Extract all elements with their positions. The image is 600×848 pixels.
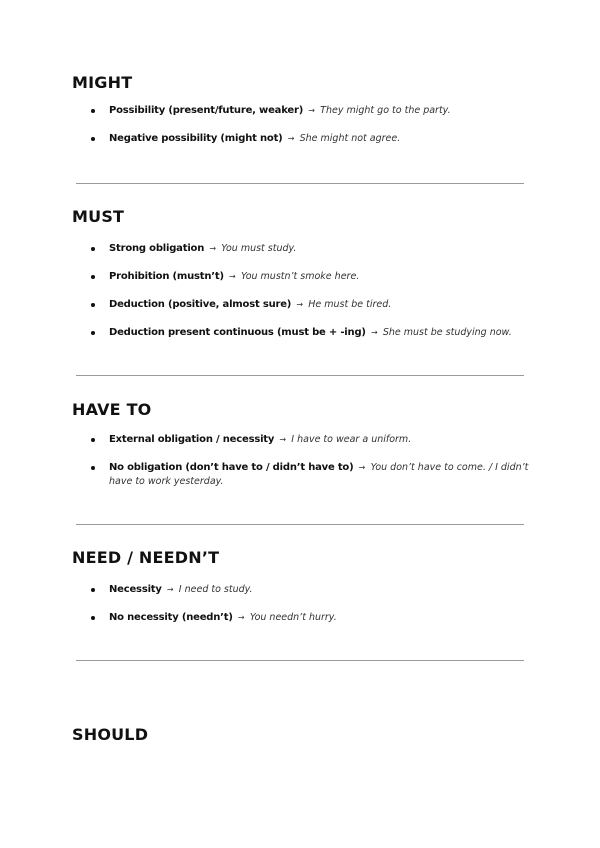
list-item [72, 326, 532, 340]
item-example: I need to study. [178, 584, 253, 595]
item-example: I have to wear a uniform. [291, 434, 412, 445]
section-have-to [72, 400, 532, 489]
item-term: No necessity (needn’t) [109, 612, 233, 623]
item-example: She might not agree. [299, 133, 401, 144]
item-example: She must be studying now. [382, 327, 512, 338]
arrow-icon: → [370, 328, 378, 337]
bullet-icon [91, 331, 95, 335]
item-term: Prohibition (mustn’t) [109, 271, 224, 282]
section-must [72, 207, 532, 340]
item-term: Possibility (present/future, weaker) [109, 105, 304, 116]
list-item [72, 583, 532, 597]
bullet-icon [91, 275, 95, 279]
arrow-icon: → [358, 463, 366, 472]
list-item [72, 270, 532, 284]
item-example: You don’t have to come. / I didn’t have to work yesterday. [109, 462, 529, 487]
section-heading: SHOULD [72, 725, 149, 744]
list-item [72, 132, 532, 146]
item-example: You needn’t hurry. [249, 612, 337, 623]
bullet-icon [91, 438, 95, 442]
list-item [72, 433, 532, 447]
divider [76, 375, 524, 376]
item-list [72, 104, 532, 146]
item-example: They might go to the party. [320, 105, 451, 116]
section-should [72, 725, 532, 745]
bullet-icon [91, 303, 95, 307]
item-term: Deduction (positive, almost sure) [109, 299, 292, 310]
list-item [72, 461, 532, 489]
arrow-icon: → [287, 134, 295, 143]
item-example: He must be tired. [308, 299, 392, 310]
arrow-icon: → [237, 613, 245, 622]
divider [76, 183, 524, 184]
item-list [72, 242, 532, 340]
item-term: No obligation (don’t have to / didn’t have to) [109, 462, 354, 473]
item-term: Strong obligation [109, 243, 205, 254]
bullet-icon [91, 588, 95, 592]
arrow-icon: → [229, 272, 236, 281]
list-item [72, 611, 532, 625]
arrow-icon: → [308, 106, 315, 115]
section-might [72, 73, 532, 146]
arrow-icon: → [296, 300, 304, 309]
bullet-icon [91, 247, 95, 251]
list-item [72, 298, 532, 312]
item-term: External obligation / necessity [109, 434, 275, 445]
arrow-icon: → [166, 585, 174, 594]
arrow-icon: → [279, 435, 287, 444]
item-list [72, 583, 532, 625]
item-example: You must study. [221, 243, 297, 254]
section-heading: NEED / NEEDN’T [72, 548, 220, 567]
divider [76, 524, 524, 525]
bullet-icon [91, 616, 95, 620]
list-item [72, 242, 532, 256]
item-list [72, 433, 532, 489]
bullet-icon [91, 466, 95, 470]
list-item [72, 104, 532, 118]
section-heading: HAVE TO [72, 400, 152, 419]
section-heading: MUST [72, 207, 125, 226]
bullet-icon [91, 137, 95, 141]
arrow-icon: → [209, 244, 217, 253]
item-term: Deduction present continuous (must be + -ing) [109, 327, 366, 338]
bullet-icon [91, 109, 95, 113]
section-need [72, 548, 532, 625]
item-term: Necessity [109, 584, 162, 595]
item-example: You mustn’t smoke here. [240, 271, 360, 282]
item-term: Negative possibility (might not) [109, 133, 283, 144]
divider [76, 660, 524, 661]
section-heading: MIGHT [72, 73, 133, 92]
